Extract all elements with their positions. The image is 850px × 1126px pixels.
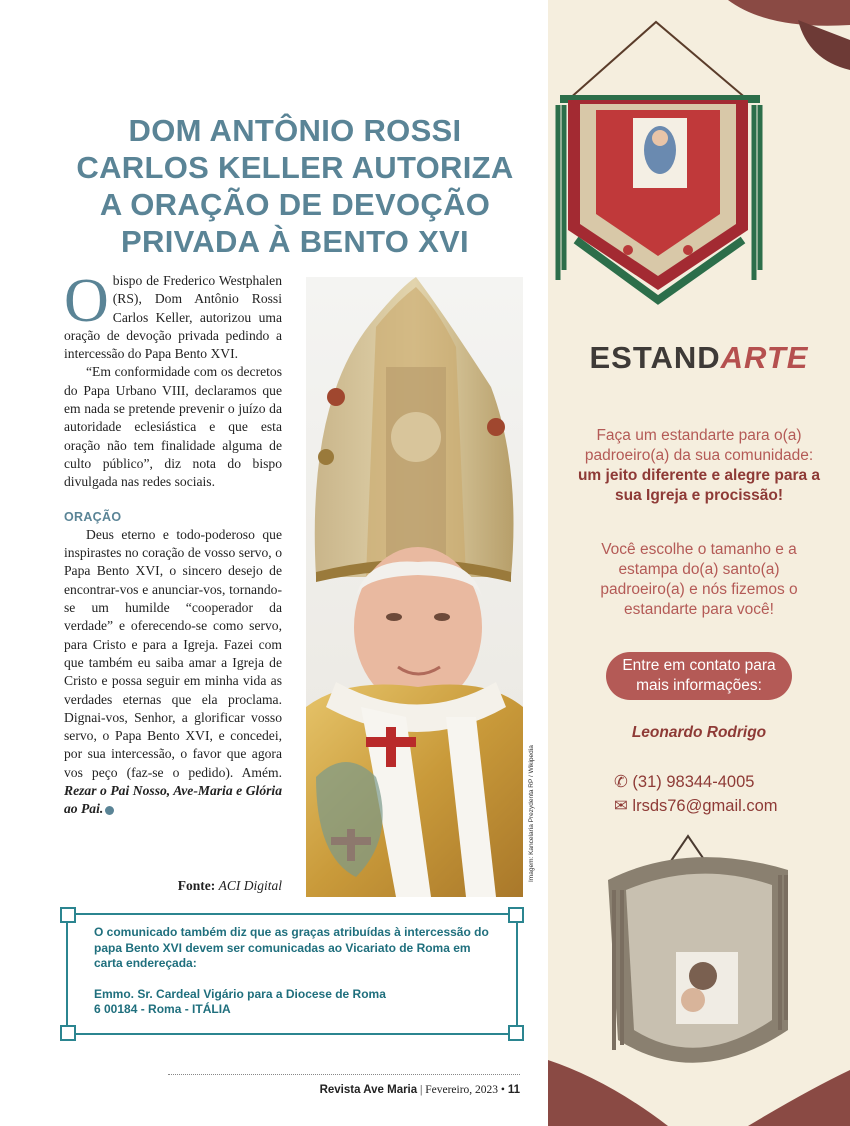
issue-date: Fevereiro, 2023 bbox=[425, 1084, 499, 1096]
ad-brand: ESTANDARTE bbox=[589, 340, 809, 375]
page-number: 11 bbox=[507, 1084, 520, 1096]
source-label: Fonte: bbox=[177, 878, 216, 893]
end-bullet-icon bbox=[105, 806, 114, 815]
address-line-1: Emmo. Sr. Cardeal Vigário para a Diocese de Roma bbox=[94, 986, 386, 1001]
paragraph-2: “Em conformidade com os decretos do Papa Urbano VIII, declaramos que em nada se pretende prevenir o juízo da autoridade eclesiástica e que esta oração não tem finalidade alguma de culto público”, diz nota do bispo divulgada nas redes sociais. bbox=[64, 364, 282, 490]
address-line-2: 6 00184 - Roma - ITÁLIA bbox=[94, 1002, 231, 1016]
headline-line: PRIVADA À BENTO XVI bbox=[121, 224, 469, 259]
contact-cta: Entre em contato para mais informações: bbox=[606, 652, 792, 700]
box-corner bbox=[508, 1025, 524, 1041]
ad-text-1: Faça um estandarte para o(a) padroeiro(a) da sua comunidade: um jeito diferente e alegre para a sua Igreja e procissão! bbox=[577, 427, 821, 504]
pope-photo bbox=[306, 277, 523, 897]
article-headline bbox=[60, 112, 530, 260]
mail-icon: ✉ bbox=[614, 797, 628, 815]
prayer-body: Deus eterno e todo-poderoso que inspirastes no coração de vosso servo, o Papa Bento XVI, o sincero desejo de encontrar-vos e anunciar-vos, tornando-se um humilde “cooperador da verdade” e oferecendo-se como servo, para Cristo e para a Igreja. Fazei com que também eu saiba amar a Igreja de Cristo e possa seguir em minha vida as verdades eternas que ela proclama. Dignai-vos, Senhor, a glorificar vosso servo, o Papa Bento XVI, e concedei, por sua intercessão, o favor que agora vos peço (faz-se o pedido). Amém. bbox=[64, 526, 282, 780]
footer-divider bbox=[168, 1074, 520, 1075]
paragraph-1-text: bispo de Frederico Westphalen (RS), Dom Antônio Rossi Carlos Keller, autorizou uma oração de devoção privada pedindo a intercessão do Papa Bento XVI. bbox=[64, 273, 282, 362]
article-body bbox=[64, 267, 282, 819]
ad-panel bbox=[548, 0, 850, 1126]
contact-email[interactable]: ✉ lrsds76@gmail.com bbox=[614, 797, 778, 815]
phone-icon: ✆ bbox=[614, 773, 628, 791]
footer-separator: • bbox=[500, 1084, 505, 1096]
box-corner bbox=[60, 907, 76, 923]
notice-text: O comunicado também diz que as graças atribuídas à intercessão do papa Bento XVI devem ser comunicadas ao Vicariato de Roma em carta endereçada: bbox=[94, 925, 489, 970]
headline-line: DOM ANTÔNIO ROSSI bbox=[128, 113, 462, 148]
magazine-name: Revista Ave Maria bbox=[319, 1084, 418, 1096]
ad-text-2: Você escolhe o tamanho e a estampa do(a) santo(a) padroeiro(a) e nós fizemos o estandarte para você! bbox=[600, 541, 798, 618]
prayer-instruction: Rezar o Pai Nosso, Ave-Maria e Glória ao Pai. bbox=[64, 783, 282, 817]
headline-line: CARLOS KELLER AUTORIZA bbox=[76, 150, 514, 185]
section-title: ORAÇÃO bbox=[64, 509, 122, 524]
notice-box bbox=[66, 913, 518, 1035]
page-footer: Revista Ave Maria | Fevereiro, 2023 • 11 bbox=[319, 1084, 520, 1096]
source-line bbox=[140, 878, 282, 894]
source-value: ACI Digital bbox=[218, 878, 282, 893]
drop-cap: O bbox=[64, 267, 109, 335]
contact-name: Leonardo Rodrigo bbox=[631, 724, 767, 741]
paragraph-1 bbox=[64, 267, 282, 363]
headline-line: A ORAÇÃO DE DEVOÇÃO bbox=[99, 187, 491, 222]
box-corner bbox=[60, 1025, 76, 1041]
box-corner bbox=[508, 907, 524, 923]
contact-phone[interactable]: ✆ (31) 98344-4005 bbox=[614, 773, 755, 791]
photo-credit: Imagem: Kancelaria Prezydenta RP / Wikipedia bbox=[528, 745, 535, 882]
prayer-text bbox=[64, 526, 282, 819]
